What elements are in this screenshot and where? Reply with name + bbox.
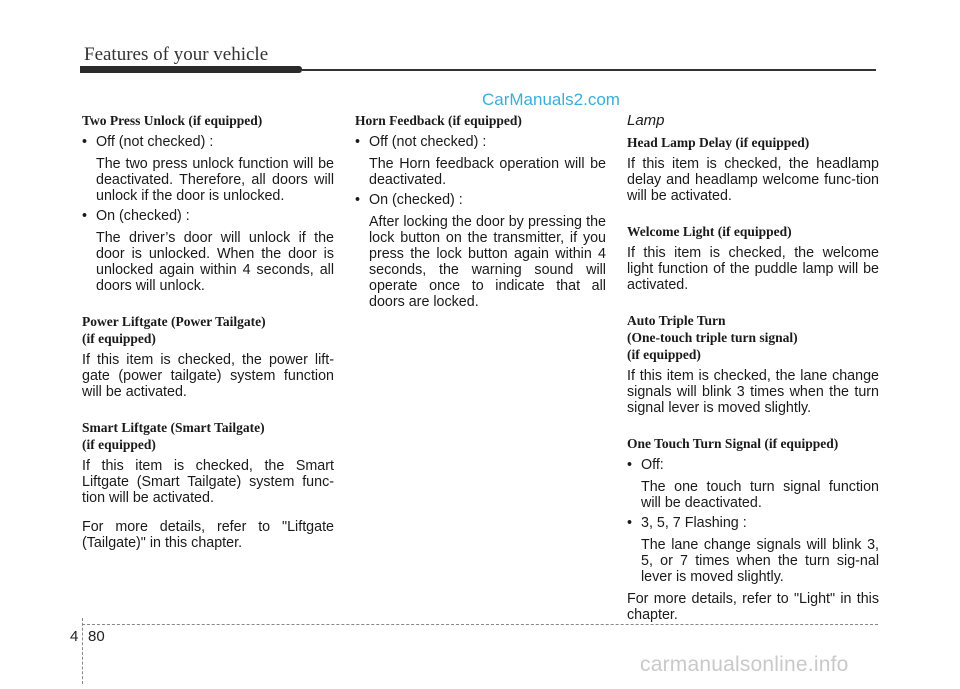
- option-label: On (checked) :: [369, 192, 463, 208]
- auto-triple-turn-heading-line3: (if equipped): [627, 347, 701, 362]
- bullet-icon: •: [627, 457, 633, 473]
- horn-on-item: [355, 192, 606, 310]
- two-press-unlock-heading: Two Press Unlock (if equipped): [82, 113, 263, 128]
- option-description: The two press unlock function will be deactivated. Therefore, all doors will unlock if the door is unlocked.: [96, 156, 334, 204]
- bullet-icon: •: [82, 134, 88, 150]
- two-press-on-item: [82, 208, 334, 294]
- horn-off-item: [355, 134, 606, 188]
- liftgate-reference-text: For more details, refer to "Liftgate (Tailgate)" in this chapter.: [82, 519, 334, 551]
- power-liftgate-heading-line2: (if equipped): [82, 331, 156, 346]
- option-label: 3, 5, 7 Flashing :: [641, 515, 747, 531]
- option-label: On (checked) :: [96, 208, 190, 224]
- auto-triple-turn-text: If this item is checked, the lane change signals will blink 3 times when the turn signal lever is moved slightly.: [627, 368, 879, 416]
- option-label: Off:: [641, 457, 664, 473]
- page-number: 80: [88, 628, 105, 645]
- bullet-icon: •: [82, 208, 88, 224]
- lamp-section-title: Lamp: [627, 112, 665, 129]
- auto-triple-turn-heading-line1: Auto Triple Turn: [627, 313, 726, 328]
- page-header-title: Features of your vehicle: [84, 44, 269, 65]
- smart-liftgate-text: If this item is checked, the Smart Liftgate (Smart Tailgate) system func-tion will be activated.: [82, 458, 334, 506]
- footer-divider: [82, 618, 84, 684]
- horn-feedback-heading: Horn Feedback (if equipped): [355, 113, 522, 128]
- power-liftgate-text: If this item is checked, the power lift-gate (power tailgate) system function will be activated.: [82, 352, 334, 400]
- smart-liftgate-heading: [82, 419, 334, 453]
- option-label: Off (not checked) :: [369, 134, 487, 150]
- header-bar: [80, 66, 302, 73]
- option-description: After locking the door by pressing the lock button on the transmitter, if you press the lock button again within 4 seconds, the warning sound will operate once to indicate that all doors are locked.: [369, 214, 606, 310]
- watermark-top: CarManuals2.com: [482, 90, 620, 109]
- option-description: The Horn feedback operation will be deactivated.: [369, 156, 606, 188]
- option-description: The one touch turn signal function will be deactivated.: [641, 479, 879, 511]
- auto-triple-turn-heading-line2: (One-touch triple turn signal): [627, 330, 798, 345]
- auto-triple-turn-heading: [627, 312, 879, 363]
- bullet-icon: •: [355, 134, 361, 150]
- two-press-off-item: [82, 134, 334, 204]
- head-lamp-delay-heading: Head Lamp Delay (if equipped): [627, 135, 810, 150]
- smart-liftgate-heading-line2: (if equipped): [82, 437, 156, 452]
- bullet-icon: •: [355, 192, 361, 208]
- option-description: The lane change signals will blink 3, 5, or 7 times when the turn sig-nal lever is moved slightly.: [641, 537, 879, 585]
- smart-liftgate-heading-line1: Smart Liftgate (Smart Tailgate): [82, 420, 265, 435]
- column-3: [627, 112, 879, 623]
- chapter-number: 4: [70, 628, 79, 645]
- option-description: The driver’s door will unlock if the door is unlocked. When the door is unlocked again within 4 seconds, all doors will unlock.: [96, 230, 334, 294]
- bullet-icon: •: [627, 515, 633, 531]
- column-1: [82, 112, 334, 551]
- power-liftgate-heading: [82, 313, 334, 347]
- one-touch-flashing-item: [627, 515, 879, 585]
- column-2: [355, 112, 606, 310]
- head-lamp-delay-text: If this item is checked, the headlamp delay and headlamp welcome func-tion will be activated.: [627, 156, 879, 204]
- welcome-light-text: If this item is checked, the welcome light function of the puddle lamp will be activated.: [627, 245, 879, 293]
- header-rule: [302, 69, 876, 71]
- welcome-light-heading: Welcome Light (if equipped): [627, 224, 792, 239]
- light-reference-text: For more details, refer to "Light" in this chapter.: [627, 591, 879, 623]
- power-liftgate-heading-line1: Power Liftgate (Power Tailgate): [82, 314, 266, 329]
- watermark-bottom: carmanualsonline.info: [640, 653, 849, 676]
- option-label: Off (not checked) :: [96, 134, 214, 150]
- one-touch-turn-heading: One Touch Turn Signal (if equipped): [627, 436, 839, 451]
- one-touch-off-item: [627, 457, 879, 511]
- footer-rule: [82, 624, 878, 625]
